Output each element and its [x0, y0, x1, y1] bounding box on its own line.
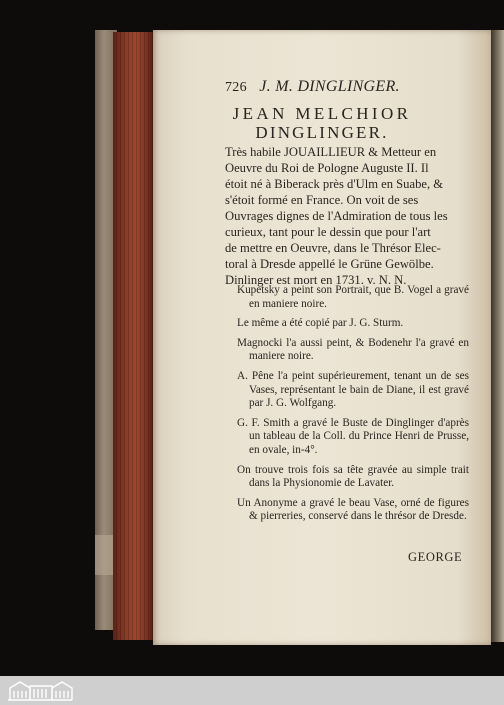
running-head: J. M. DINGLINGER.	[259, 78, 400, 95]
library-building-icon	[6, 679, 74, 702]
portrait-entry: On trouve trois fois sa tête gravée au simple trait dans la Physionomie de Lavater.	[237, 463, 469, 490]
portrait-entry: Kupetsky a peint son Portrait, que B. Vogel a gravé en maniere noire.	[237, 284, 469, 310]
portrait-entries	[237, 284, 469, 530]
book-fore-edge	[113, 32, 155, 640]
body-line: Dinlinger est mort en 1731. v. N. N.	[225, 273, 407, 287]
biography-paragraph	[225, 144, 469, 288]
body-line: Oeuvre du Roi de Pologne Auguste II. Il	[225, 161, 429, 175]
portrait-entry: Magnocki l'a aussi peint, & Bodenehr l'a gravé en maniere noire.	[237, 336, 469, 363]
book-page	[153, 30, 491, 645]
body-line: toral à Dresde appellé le Grüne Gewölbe.	[225, 257, 434, 271]
body-line: Très habile JOUAILLIEUR & Metteur en	[225, 145, 437, 159]
body-line: curieux, tant pour le dessin que pour l'art	[225, 225, 431, 239]
body-line: étoit né à Biberack près d'Ulm en Suabe, &	[225, 177, 444, 191]
entry-title-line-2: DINGLINGER.	[255, 123, 389, 142]
entry-title-line-1: JEAN MELCHIOR	[232, 104, 412, 123]
body-line: de mettre en Oeuvre, dans le Thrésor Elec-	[225, 241, 441, 255]
portrait-entry: G. F. Smith a gravé le Buste de Dinglinger d'après un tableau de la Coll. du Prince Henri de Prusse, en ovale, in-4°.	[237, 416, 469, 456]
portrait-entry: A. Pêne l'a peint supérieurement, tenant un de ses Vases, représentant le bain de Diane, il est gravé par J. G. Wolfgang.	[237, 369, 469, 410]
facing-page-edge	[491, 30, 504, 642]
portrait-entry: Le même a été copié par J. G. Sturm.	[237, 317, 404, 330]
viewer-footer-bar	[0, 676, 504, 705]
page-number: 726	[225, 80, 247, 95]
portrait-entry: Un Anonyme a gravé le beau Vase, orné de figures & pierreries, conservé dans le thrésor de Dresde.	[237, 496, 469, 523]
page-content	[153, 30, 491, 645]
body-line: Ouvrages dignes de l'Admiration de tous les	[225, 209, 448, 223]
page-header	[225, 78, 400, 96]
body-line: s'étoit formé en France. On voit de ses	[225, 193, 419, 207]
catchword: GEORGE	[408, 550, 463, 564]
